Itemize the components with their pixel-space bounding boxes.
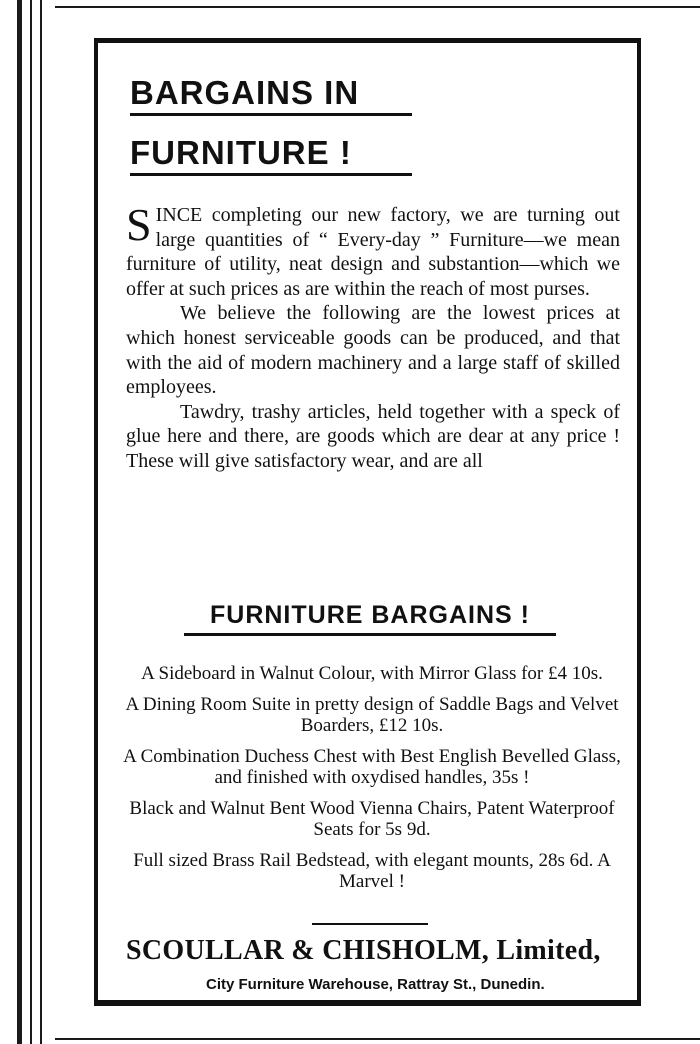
bargain-item-vienna-chairs: Black and Walnut Bent Wood Vienna Chairs, Patent Waterproof Seats for 5s 9d. (129, 798, 615, 840)
bargain-list (122, 663, 622, 902)
intro-paragraph-1 (126, 199, 620, 301)
drop-cap: S (126, 199, 152, 250)
subheading: FURNITURE BARGAINS ! (184, 597, 556, 636)
company-name: SCOULLAR & CHISHOLM, Limited, (126, 935, 601, 966)
column-rule-inner (40, 0, 42, 1044)
column-rule-thin (30, 0, 32, 1044)
page-rule-top (55, 6, 700, 8)
divider-rule (312, 923, 428, 925)
headline-line-1: BARGAINS IN (130, 73, 412, 116)
bargain-item-duchess-chest: A Combination Duchess Chest with Best English Bevelled Glass, and finished with oxydised handles, 35s ! (123, 746, 621, 788)
bargain-item-dining-suite: A Dining Room Suite in pretty design of Saddle Bags and Velvet Boarders, £12 10s. (125, 694, 619, 736)
intro-paragraph-3: Tawdry, trashy articles, held together with a speck of glue here and there, are goods which are dear at any price ! These will give satisfactory wear, and are all (126, 400, 620, 472)
page-rule-bottom (55, 1038, 700, 1040)
column-rule-thick (17, 0, 22, 1044)
intro-paragraph-1-text: INCE completing our new factory, we are turning out large quantities of “ Every-day ” Furniture—we mean furniture of utility, neat design and substantion—which we offer at such prices as are within the reach of most purses. (126, 204, 620, 300)
headline-line-2: FURNITURE ! (130, 133, 412, 176)
intro-text (126, 199, 620, 474)
intro-paragraph-2: We believe the following are the lowest prices at which honest serviceable goods can be produced, and that with the aid of modern machinery and a large staff of skilled employees. (126, 302, 620, 399)
furniture-advertisement (94, 38, 641, 1006)
bargain-item-sideboard: A Sideboard in Walnut Colour, with Mirror Glass for £4 10s. (141, 663, 603, 684)
company-address: City Furniture Warehouse, Rattray St., Dunedin. (206, 976, 545, 993)
bargain-item-bedstead: Full sized Brass Rail Bedstead, with elegant mounts, 28s 6d. A Marvel ! (133, 850, 611, 892)
